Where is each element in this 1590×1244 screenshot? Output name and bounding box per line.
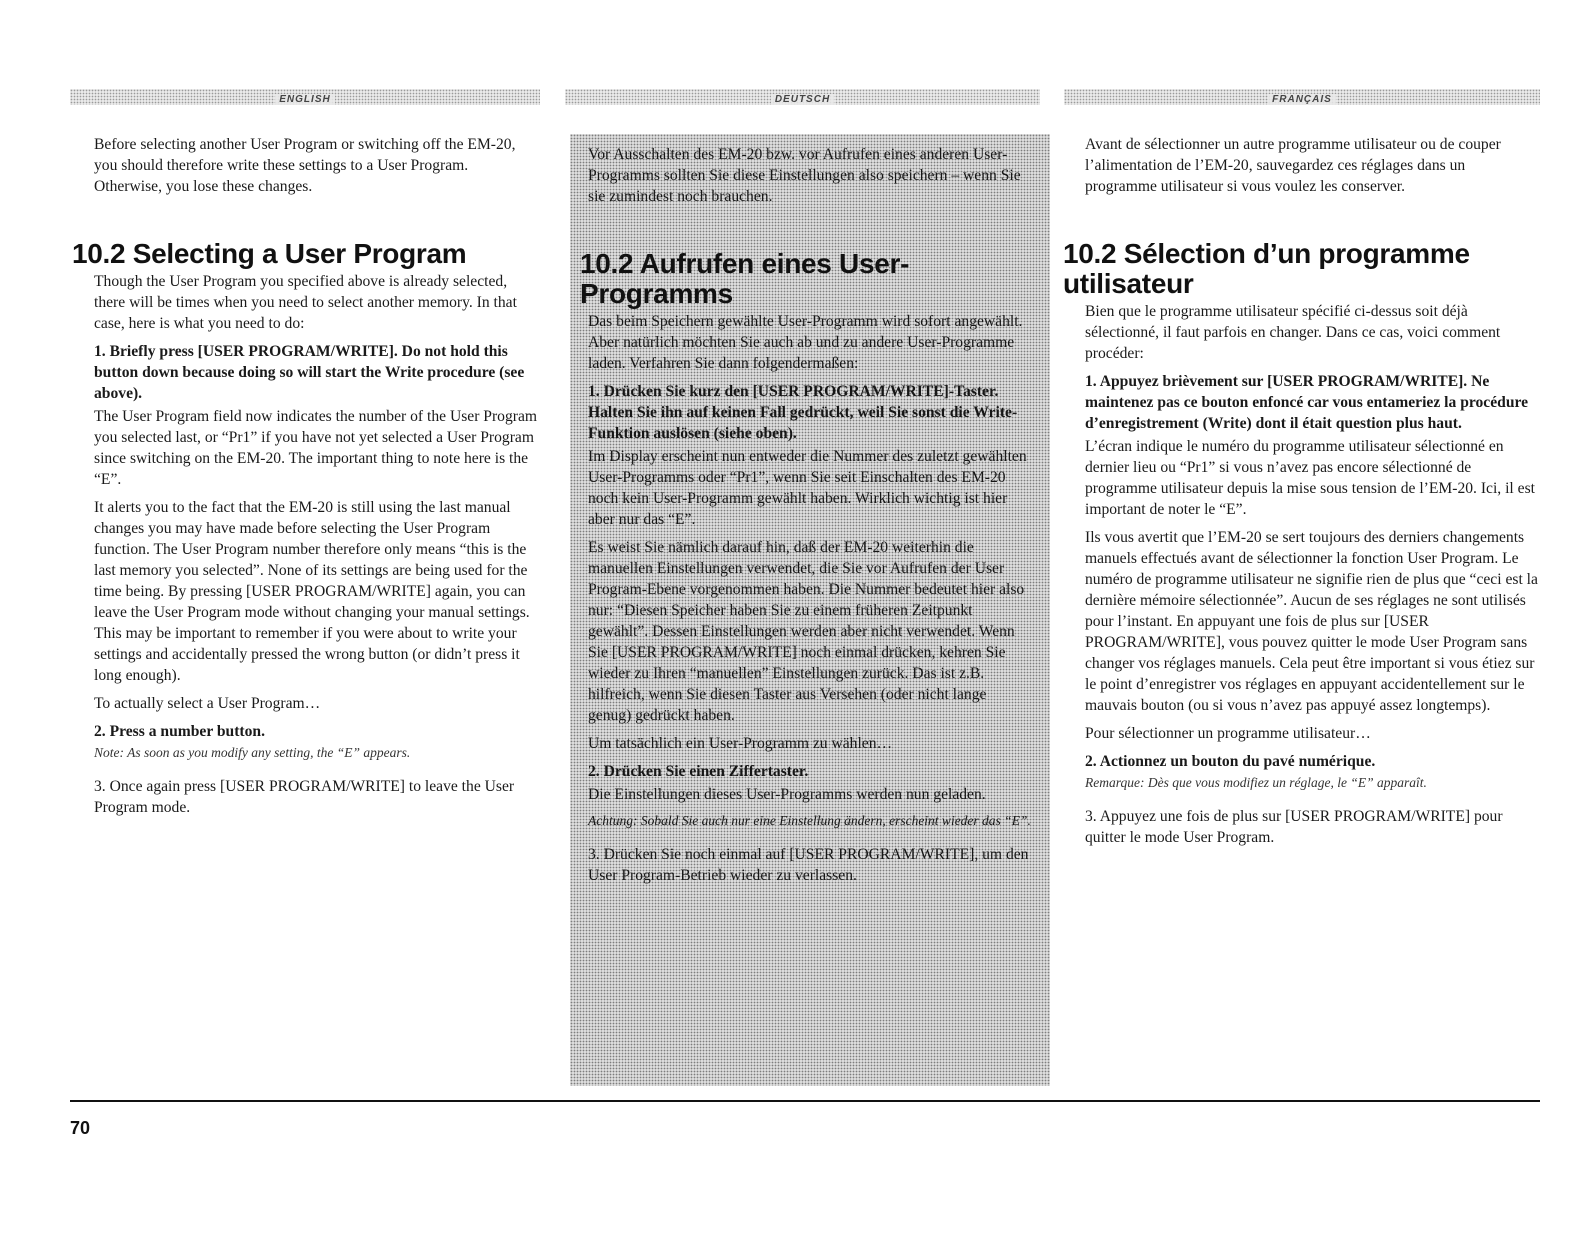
- language-label-english: ENGLISH: [275, 94, 334, 105]
- deutsch-step-1: 1. Drücken Sie kurz den [USER PROGRAM/WRITE]-Taster. Halten Sie ihn auf keinen Fall gedrückt, weil Sie sonst die Write-Funktion auslösen (siehe oben).: [588, 383, 1018, 442]
- language-label-francais: FRANÇAIS: [1268, 94, 1336, 105]
- language-bar-deutsch: [565, 89, 1040, 105]
- english-step-1: 1. Briefly press [USER PROGRAM/WRITE]. Do not hold this button down because doing so will start the Write procedure (see above).: [94, 343, 525, 402]
- deutsch-paragraph-3: Um tatsächlich ein User-Programm zu wählen…: [588, 735, 893, 752]
- deutsch-paragraph-2: Es weist Sie nämlich darauf hin, daß der EM-20 weiterhin die manuellen Einstellungen verwendet, die Sie vor Aufrufen der User Program-Ebene vorgenommen haben. Die Nummer bedeutet hier also nur: “Diesen Speicher haben Sie zu einem früheren Zeitpunkt gewählt”. Dessen Einstellungen werden aber nicht verwendet. Wenn Sie [USER PROGRAM/WRITE] noch einmal drücken, kehren Sie wieder zu Ihren “manuellen” Einstellungen zurück. Das ist z.B. hilfreich, wenn Sie diesen Taster aus Versehen (oder nicht lange genug) gedrückt haben.: [588, 539, 1025, 724]
- english-section-heading: 10.2 Selecting a User Program: [72, 238, 467, 269]
- page-number: 70: [70, 1118, 91, 1138]
- deutsch-step-2-body: Die Einstellungen dieses User-Programms werden nun geladen.: [588, 786, 986, 803]
- francais-step-2: 2. Actionnez un bouton du pavé numérique.: [1085, 753, 1376, 770]
- deutsch-step-2: 2. Drücken Sie einen Ziffertaster.: [588, 763, 809, 780]
- francais-paragraph-2: Ils vous avertit que l’EM-20 se sert toujours des derniers changements manuels effectués avant de sélectionner la fonction User Program. Le numéro de programme utilisateur ne signifie rien de plus que “ceci est la dernière mémoire sélectionnée”. Aucun de ses réglages ne sont utilisés pour l’instant. En appuyant une fois de plus sur [USER PROGRAM/WRITE], vous pouvez quitter le mode User Program sans changer vos réglages manuels. Cela peut être important si vous étiez sur le point d’enregistrer vos réglages en appuyant accidentellement sur le mauvais bouton (ou si vous n’avez pas appuyé assez longtemps).: [1085, 529, 1538, 714]
- english-column: [72, 134, 540, 825]
- francais-section-heading: 10.2 Sélection d’un programme utilisateur: [1063, 238, 1470, 299]
- english-step-3: 3. Once again press [USER PROGRAM/WRITE] to leave the User Program mode.: [94, 778, 515, 816]
- francais-paragraph-1: L’écran indique le numéro du programme utilisateur sélectionné en dernier lieu ou “Pr1” si vous n’avez pas encore sélectionné de programme utilisateur depuis la mise sous tension de l’EM-20. Ici, il est important de noter le “E”.: [1085, 438, 1535, 518]
- deutsch-column: [570, 134, 1050, 1086]
- language-label-deutsch: DEUTSCH: [771, 94, 834, 105]
- deutsch-step-3: 3. Drücken Sie noch einmal auf [USER PROGRAM/WRITE], um den User Program-Betrieb wieder zu verlassen.: [588, 846, 1029, 884]
- francais-paragraph-3: Pour sélectionner un programme utilisateur…: [1085, 725, 1371, 742]
- francais-note: Remarque: Dès que vous modifiez un réglage, le “E” apparaît.: [1085, 775, 1427, 790]
- deutsch-paragraph-1: Im Display erscheint nun entweder die Nummer des zuletzt gewählten User-Programms oder “Pr1”, wenn Sie seit Einschalten des EM-20 noch kein User-Programm gewählt haben. Wirklich wichtig ist hier aber nur das “E”.: [588, 448, 1027, 528]
- language-bar-english: [70, 89, 540, 105]
- deutsch-lead-paragraph: Vor Ausschalten des EM-20 bzw. vor Aufrufen eines anderen User-Programms sollten Sie diese Einstellungen also speichern – wenn Sie sie zumindest noch brauchen.: [588, 146, 1021, 205]
- francais-step-3: 3. Appuyez une fois de plus sur [USER PROGRAM/WRITE] pour quitter le mode User Program.: [1085, 808, 1503, 846]
- english-lead-paragraph: Before selecting another User Program or switching off the EM-20, you should therefore write these settings to a User Program. Otherwise, you lose these changes.: [94, 136, 516, 195]
- francais-step-1: 1. Appuyez brièvement sur [USER PROGRAM/WRITE]. Ne maintenez pas ce bouton enfoncé car vous entameriez la procédure d’enregistrement (Write) dont il était question plus haut.: [1085, 373, 1529, 432]
- footer-rule: [70, 1100, 1540, 1102]
- deutsch-section-heading: 10.2 Aufrufen eines User-Programms: [580, 248, 910, 309]
- english-paragraph-1: The User Program field now indicates the number of the User Program you selected last, or “Pr1” if you have not yet selected a User Program since switching on the EM-20. The important thing to note here is the “E”.: [94, 408, 537, 488]
- francais-lead-paragraph: Avant de sélectionner un autre programme utilisateur ou de couper l’alimentation de l’EM-20, sauvegardez ces réglages dans un programme utilisateur si vous voulez les conserver.: [1085, 136, 1501, 195]
- english-paragraph-2: It alerts you to the fact that the EM-20 is still using the last manual changes you may have made before selecting the User Program function. The User Program number therefore only means “this is the last memory you selected”. None of its settings are being used for the time being. By pressing [USER PROGRAM/WRITE] again, you can leave the User Program mode without changing your manual settings. This may be important to remember if you were about to write your settings and accidentally pressed the wrong button (or didn’t press it long enough).: [94, 499, 530, 684]
- deutsch-intro-paragraph: Das beim Speichern gewählte User-Programm wird sofort angewählt. Aber natürlich möchten Sie auch ab und zu andere User-Programme laden. Verfahren Sie dann folgendermaßen:: [588, 313, 1023, 372]
- deutsch-note: Achtung: Sobald Sie auch nur eine Einstellung ändern, erscheint wieder das “E”.: [588, 813, 1031, 828]
- francais-column: [1063, 134, 1540, 855]
- english-step-2: 2. Press a number button.: [94, 723, 265, 740]
- english-note: Note: As soon as you modify any setting, the “E” appears.: [94, 745, 411, 760]
- english-intro-paragraph: Though the User Program you specified above is already selected, there will be times when you need to select another memory. In that case, here is what you need to do:: [94, 273, 517, 332]
- english-paragraph-3: To actually select a User Program…: [94, 695, 321, 712]
- language-bar-francais: [1064, 89, 1540, 105]
- francais-intro-paragraph: Bien que le programme utilisateur spécifié ci-dessus soit déjà sélectionné, il faut parfois en changer. Dans ce cas, voici comment procéder:: [1085, 303, 1501, 362]
